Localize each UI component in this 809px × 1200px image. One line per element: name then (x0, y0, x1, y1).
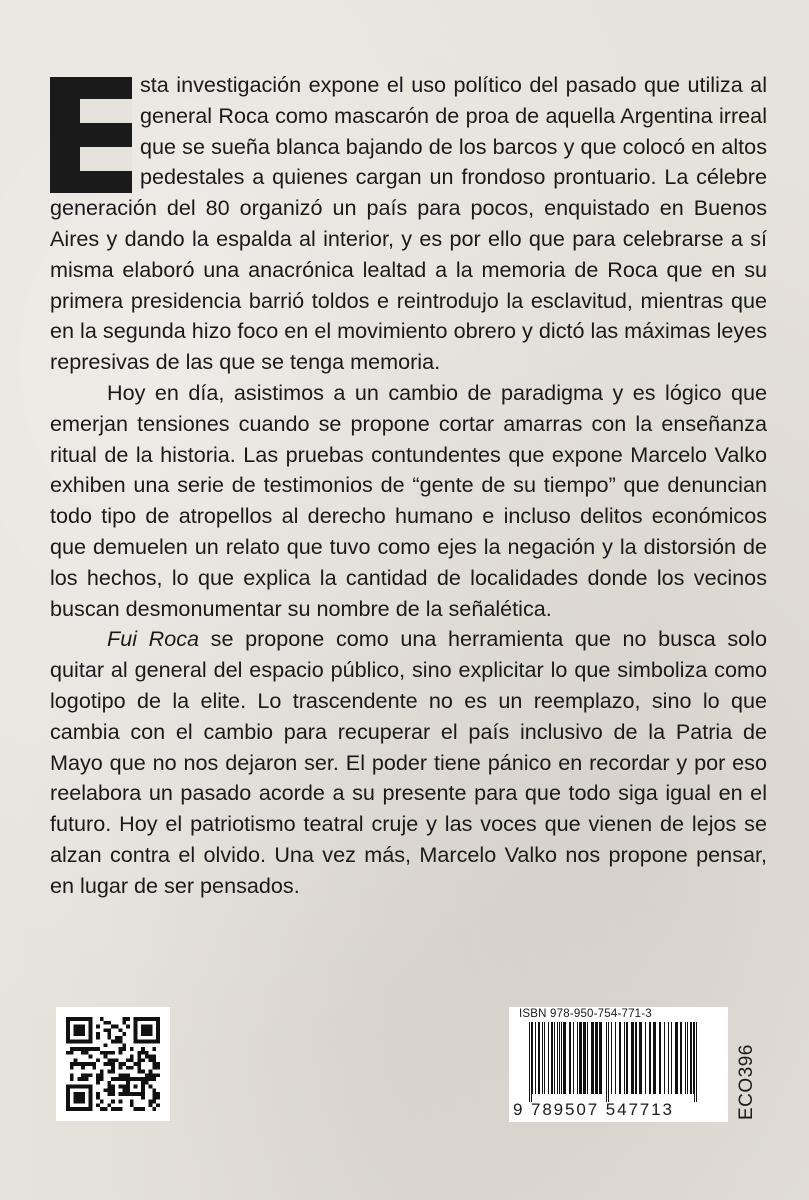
paragraph-1 (50, 70, 767, 378)
barcode-icon (509, 1007, 728, 1122)
dropcap-e (50, 77, 132, 193)
paragraph-3-text: se propone como una herramienta que no busca solo quitar al general del espacio público, sino explicitar lo que simboliza como logotipo de la elite. Lo trascendente no es un reemplazo, sino lo que cambia con el cambio para recuperar el país inclusivo de la Patria de Mayo que no nos dejaron ser. El poder tiene pánico en recordar y por eso reelabora un pasado acorde a su presente para que todo siga igual en el futuro. Hoy el patriotismo teatral cruje y las voces que vienen de lejos se alzan contra el olvido. Una vez más, Marcelo Valko nos propone pensar, en lugar de ser pensados. (50, 626, 767, 898)
qr-code-icon[interactable] (56, 1007, 170, 1121)
book-title: Fui Roca (107, 626, 200, 652)
paragraph-1-text: sta investigación expone el uso político del pasado que utiliza al general Roca como mascarón de proa de aquella Argentina irreal que se sueña blanca bajando de los barcos y que colocó en altos pedestales a quienes cargan un frondoso prontuario. La célebre generación del 80 organizó un país para pocos, enquistado en Buenos Aires y dando la espalda al interior, y es por ello que para celebrarse a sí misma elaboró una anacrónica lealtad a la memoria de Roca que en su primera presidencia barrió toldos e reintrodujo la esclavitud, mientras que en la segunda hizo foco en el movimiento obrero y dictó las máximas leyes represivas de las que se tenga memoria. (50, 72, 767, 375)
barcode-digits: 9 789507 547713 (513, 1100, 674, 1119)
back-cover-text (50, 70, 767, 902)
paragraph-3 (50, 624, 767, 901)
isbn-label: ISBN 978-950-754-771-3 (519, 1008, 652, 1020)
catalog-code: ECO396 (736, 1044, 757, 1120)
paragraph-2: Hoy en día, asistimos a un cambio de paradigma y es lógico que emerjan tensiones cuando se propone cortar amarras con la enseñanza ritual de la historia. Las pruebas contundentes que expone Marcelo Valko exhiben una serie de testimonios de “gente de su tiempo” que denuncian todo tipo de atropellos al derecho humano e incluso delitos económicos que demuelen un relato que tuvo como ejes la negación y la distorsión de los hechos, lo que explica la cantidad de localidades donde los vecinos buscan desmonumentar su nombre de la señalética. (50, 379, 767, 621)
